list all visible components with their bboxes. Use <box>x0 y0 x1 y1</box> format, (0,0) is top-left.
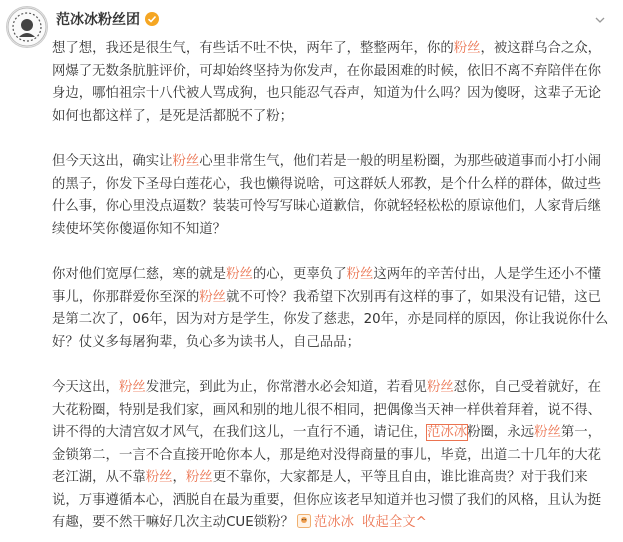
keyword-link[interactable]: 粉丝 <box>534 425 561 441</box>
keyword-link[interactable]: 粉丝 <box>453 41 481 56</box>
paragraph-text: ， <box>172 470 186 486</box>
keyword-link[interactable]: 粉丝 <box>346 266 374 282</box>
paragraph-text: 的心，更辜负了 <box>252 266 347 282</box>
user-mention-icon <box>297 514 311 528</box>
collapse-arrow-icon[interactable]: ^ <box>415 515 427 531</box>
keyword-link[interactable]: 粉丝 <box>226 266 253 282</box>
post-content <box>52 38 612 535</box>
paragraph-text: 怼你，自己受着就好，在大花粉圈，特别是我们家，画风和别的地儿很不相同，把偶像当天神一样供着拜着，说不得、讲不得的大清宫奴才风气，在我们这儿，一直行不通，请记住， <box>52 379 602 441</box>
paragraph-text: 发泄完，到此为止，你常潜水必会知道，若看见 <box>145 379 427 395</box>
keyword-link[interactable]: 粉丝 <box>199 289 227 305</box>
keyword-link[interactable]: 粉丝 <box>172 153 200 169</box>
paragraph-text: ，被这群乌合之众，网爆了无数条肮脏评价，可却始终坚持为你发声，在你最困难的时候，依旧不离不弃陪伴在你身边，哪怕祖宗十八代被人骂成狗，也只能忍气吞声，知道为什么吗？因为傻呀，这辈子无论如何也都这样了，是死是活都脱不了粉； <box>52 41 602 124</box>
paragraph-text: 想了想，我还是很生气，有些话不吐不快，两年了，整整两年，你的 <box>52 41 454 56</box>
keyword-link[interactable]: 粉丝 <box>145 470 173 486</box>
post-paragraph <box>52 151 612 241</box>
post-paragraph <box>52 264 612 354</box>
chevron-down-icon[interactable] <box>595 10 605 20</box>
paragraph-text: 更不靠你，大家都是人，平等且自由，谁比谁高贵？对于我们来说，万事遵循本心，洒脱自在最为重要，但你应该老早知道并也习惯了我们的风格，且认为挺有趣，要不然干嘛好几次主动CUE锁粉？ <box>52 470 602 531</box>
paragraph-text: 你对他们宽厚仁慈，寒的就是 <box>52 266 227 282</box>
paragraph-text: 粉圈，永远 <box>467 425 535 441</box>
paragraph-text: 第一，金锁第二，一言不合直接开呛你本人，那是绝对没得商量的事儿，毕竟，出道二十几年的大花老江湖，从不靠 <box>52 425 602 486</box>
keyword-link[interactable]: 粉丝 <box>426 379 454 395</box>
post-paragraph <box>52 377 612 535</box>
paragraph-text: 这两年的辛苦付出，人是学生还小不懂事儿，你那群爱你至深的 <box>52 266 602 305</box>
collapse-text-button[interactable]: 收起全文 <box>362 515 416 531</box>
keyword-link[interactable]: 粉丝 <box>185 470 213 486</box>
avatar-image <box>7 7 47 47</box>
verified-badge-icon <box>145 12 159 26</box>
author-name[interactable]: 范冰冰粉丝团 <box>56 12 140 28</box>
post-header <box>56 8 159 30</box>
keyword-link[interactable]: 范冰冰 <box>426 425 468 441</box>
paragraph-text: 但今天这出，确实让 <box>52 153 173 169</box>
paragraph-text: 心里非常生气，他们若是一般的明星粉圈，为那些破道事而小打小闹的黑子，你发下圣母白莲花心，我也懒得说啥，可这群妖人邪教，是个什么样的群体，做过些什么事，你心里没点逼数？装装可怜写写昧心道歉信，你就轻轻松松的原谅他们，人家背后继续使坏笑你傻逼你知不知道？ <box>52 153 602 237</box>
mention-link[interactable]: 范冰冰 <box>313 515 355 531</box>
post-paragraph <box>52 38 612 128</box>
paragraph-text: 今天这出， <box>52 379 119 395</box>
paragraph-text: 就不可怜？我希望下次别再有这样的事了，如果没有记错，这已是第二次了，06年，因为对方是学生，你发了慈悲，20年，亦是同样的原因，你让我说你什么好？仗义多每屠狗辈，负心多为读书人，自己品品； <box>52 289 609 350</box>
keyword-link[interactable]: 粉丝 <box>118 379 146 395</box>
avatar[interactable] <box>6 6 48 48</box>
